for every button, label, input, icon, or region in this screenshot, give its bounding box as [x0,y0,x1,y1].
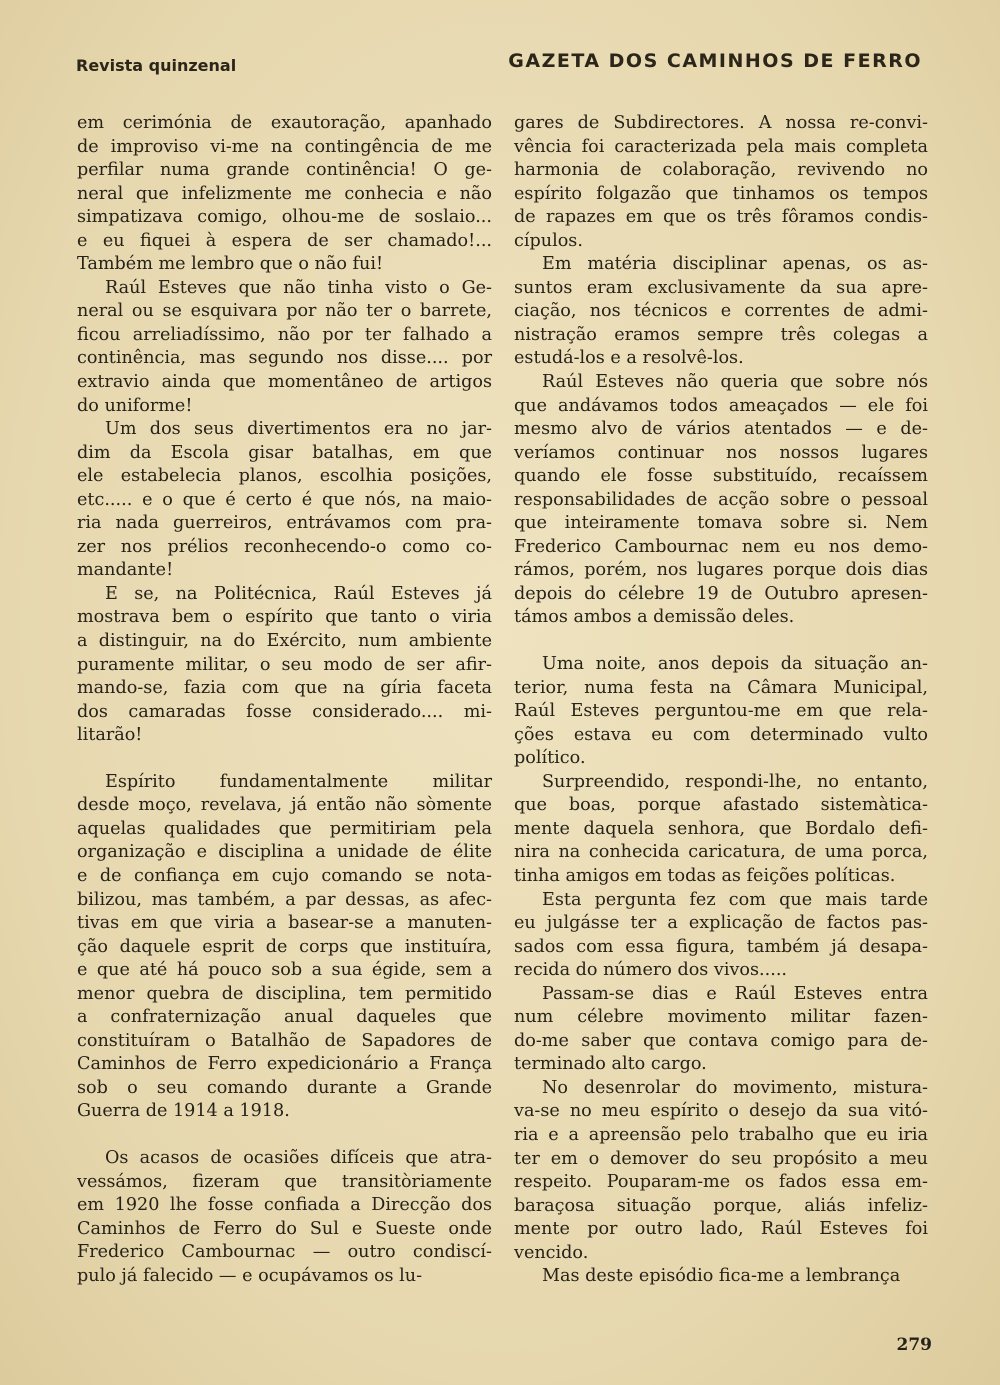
text-line: organização e disciplina a unidade de élite [77,842,492,863]
text-line: ter em o demover do seu propósito a meu [514,1148,928,1169]
text-line: Surpreendido, respondi-lhe, no entanto, [542,771,928,792]
text-line: e eu fiquei à espera de ser chamado!... [77,230,492,251]
running-header-left: Revista quinzenal [76,56,237,75]
text-line: menor quebra de disciplina, tem permitido [77,983,492,1004]
text-line: estudá-los e a resolvê-los. [514,348,744,369]
text-line: ção daquele esprit de corps que instituíra, [77,936,492,957]
text-line: Passam-se dias e Raúl Esteves entra [542,983,928,1004]
text-line: támos ambos a demissão deles. [514,607,795,628]
text-line: depois do célebre 19 de Outubro apresen- [514,583,928,604]
text-line: espírito folgazão que tinhamos os tempos [514,183,928,204]
text-line: quando ele fosse substituído, recaíssem [514,466,928,487]
text-line: Os acasos de ocasiões difíceis que atra- [105,1147,492,1168]
text-line: e de confiança em cujo comando se nota- [77,865,492,886]
text-line: va-se no meu espírito o desejo da sua vitó- [514,1101,928,1122]
section-gap [514,630,928,653]
text-line: em 1920 lhe fosse confiada a Direcção dos [77,1195,492,1216]
text-line: que andávamos todos ameaçados — ele foi [514,395,928,416]
text-line: rámos, porém, nos lugares porque dois dias [514,560,928,581]
text-line: gares de Subdirectores. A nossa re-convi- [514,113,928,133]
text-line: sados com essa figura, também já desapa- [514,936,928,957]
text-line: a distinguir, na do Exército, num ambiente [77,631,492,652]
text-line: nira na conhecida caricatura, de uma porca, [514,842,928,863]
text-line: em cerimónia de exautoração, apanhado [77,113,492,133]
text-line: Raúl Esteves perguntou-me em que rela- [514,701,928,722]
text-line: Guerra de 1914 a 1918. [77,1101,290,1122]
text-line: No desenrolar do movimento, mistura- [542,1077,928,1098]
text-line: Caminhos de Ferro do Sul e Sueste onde [77,1218,492,1239]
text-line: Uma noite, anos depois da situação an- [542,654,928,675]
text-line: num célebre movimento militar fazen- [514,1007,928,1028]
page-number: 279 [896,1335,932,1355]
text-line: Raúl Esteves que não tinha visto o Ge- [105,277,492,298]
text-line: vencido. [514,1242,589,1263]
text-line: pulo já falecido — e ocupávamos os lu- [77,1265,423,1286]
text-line: do-me saber que contava comigo para de- [514,1030,928,1051]
text-line: perfilar numa grande continência! O ge- [77,160,492,181]
text-line: constituíram o Batalhão de Sapadores de [77,1030,492,1051]
text-line: mandante! [77,560,174,581]
text-line: mente por outro lado, Raúl Esteves foi [514,1219,928,1240]
text-line: responsabilidades de acção sobre o pessoal [514,489,928,510]
text-line: sob o seu comando durante a Grande [77,1077,492,1098]
text-line: ria nada guerreiros, entrávamos com pra- [77,513,492,534]
text-line: recida do número dos vivos..... [514,960,788,981]
text-line: tinha amigos em todas as feições políticas. [514,865,896,886]
text-line: ria e a apreensão pelo trabalho que eu iria [514,1124,928,1145]
text-line: do uniforme! [77,395,193,416]
text-line: mesmo alvo de vários atentados — e de- [514,419,928,440]
text-line: ficou arreliadíssimo, não por ter falhado a [77,324,492,345]
text-line: zer nos prélios reconhecendo-o como co- [77,536,492,557]
text-line: Frederico Cambournac — outro condiscí- [77,1242,492,1263]
text-line: mente daquela senhora, que Bordalo defi- [514,818,928,839]
text-line: terminado alto cargo. [514,1054,707,1075]
text-line: e que até há pouco sob a sua égide, sem a [77,960,492,981]
text-line: harmonia de colaboração, revivendo no [514,160,928,181]
text-line: Em matéria disciplinar apenas, os as- [542,254,928,275]
text-line: vessámos, fizeram que transitòriamente [77,1171,492,1192]
text-line: ele estabelecia planos, escolhia posições, [77,466,492,487]
text-line: puramente militar, o seu modo de ser afir- [77,654,492,675]
text-line: continência, mas segundo nos disse.... por [77,348,492,369]
text-line: respeito. Pouparam-me os fados essa em- [514,1172,928,1193]
text-line: simpatizava comigo, olhou-me de soslaio... [77,207,492,228]
text-line: de improviso vi-me na contingência de me [77,136,492,157]
text-line: Um dos seus divertimentos era no jar- [105,419,492,440]
text-line: tivas em que viria a basear-se a manuten- [77,913,492,934]
text-line: Mas deste episódio fica-me a lembrança [542,1266,901,1287]
text-line: Esta pergunta fez com que mais tarde [542,889,928,910]
text-line: Raúl Esteves não queria que sobre nós [542,372,928,393]
text-line: dos camaradas fosse considerado.... mi- [77,701,492,722]
text-line: político. [514,748,586,769]
text-line: etc..... e o que é certo é que nós, na maio- [77,489,492,510]
text-line: terior, numa festa na Câmara Municipal, [514,677,928,698]
text-line: suntos eram exclusivamente da sua apre- [514,277,928,298]
text-line: de rapazes em que os três fôramos condis- [514,207,928,228]
text-line: desde moço, revelava, já então não sòmente [77,795,492,816]
text-line: a confraternização anual daqueles que [77,1007,492,1028]
text-line: aquelas qualidades que permitiriam pela [77,818,492,839]
text-line: neral que infelizmente me conhecia e não [77,183,492,204]
text-line: neral ou se esquivara por não ter o barrete, [77,301,492,322]
text-line: dim da Escola gisar batalhas, em que [77,442,492,463]
text-line: ções estava eu com determinado vulto [514,724,928,745]
section-gap [77,1124,492,1147]
text-line: baraçosa situação porque, aliás infeliz- [514,1195,928,1216]
text-line: que inteiramente tomava sobre si. Nem [514,513,928,534]
text-line: bilizou, mas também, a par dessas, as afec- [77,889,492,910]
text-line: litarão! [77,725,143,746]
text-line: vência foi caracterizada pela mais completa [514,136,928,157]
text-line: nistração eramos sempre três colegas a [514,324,928,345]
text-line: que boas, porque afastado sistemàtica- [514,795,928,816]
right-column [514,112,928,1289]
text-line: ciação, nos técnicos e correntes de admi- [514,301,928,322]
text-line: Também me lembro que o não fui! [77,254,384,275]
text-line: Frederico Cambournac nem eu nos demo- [514,536,928,557]
left-column [77,112,492,1288]
text-line: Caminhos de Ferro expedicionário a França [77,1054,492,1075]
section-gap [77,748,492,771]
text-line: veríamos continuar nos nossos lugares [514,442,928,463]
text-line: cípulos. [514,230,583,251]
text-line: extravio ainda que momentâneo de artigos [77,372,492,393]
text-line: E se, na Politécnica, Raúl Esteves já [105,583,492,604]
text-line: eu julgásse ter a explicação de factos pas- [514,913,928,934]
text-line: Espírito fundamentalmente militar [105,771,492,792]
running-header-right: GAZETA DOS CAMINHOS DE FERRO [508,50,922,72]
text-line: mostrava bem o espírito que tanto o viria [77,607,492,628]
text-line: mando-se, fazia com que na gíria faceta [77,678,492,699]
